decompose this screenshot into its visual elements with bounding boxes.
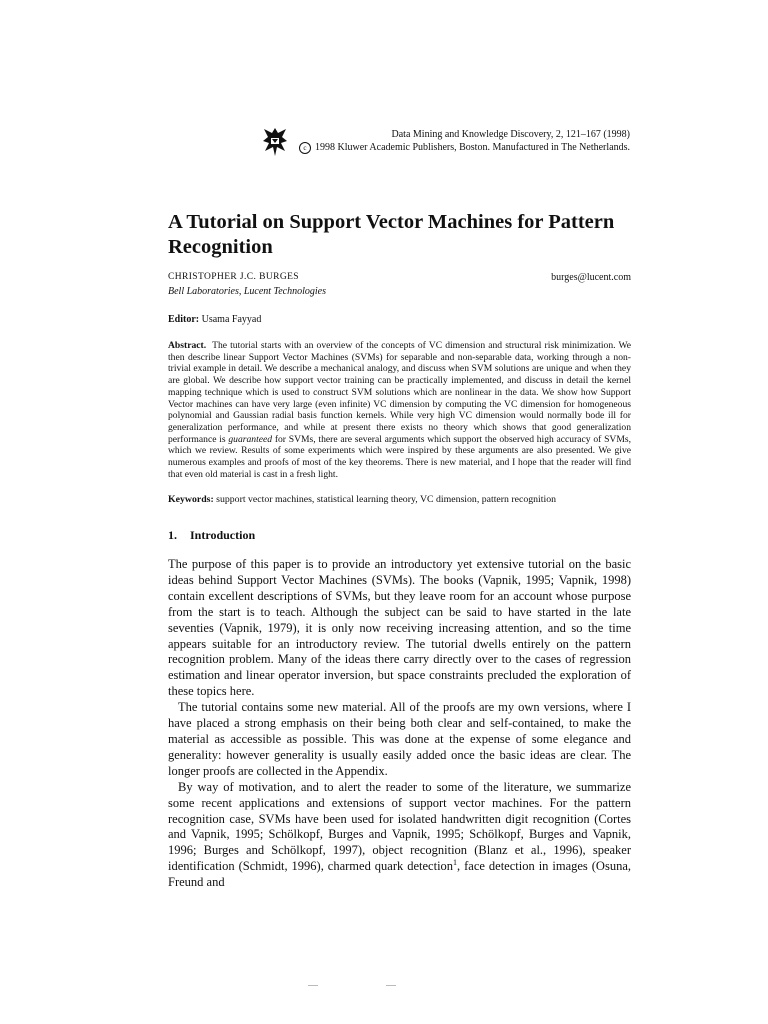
abstract-emphasis: guaranteed [228, 433, 273, 445]
scan-mark [386, 985, 396, 986]
paragraph-3-tail: , face detection in images (Osuna, Freund and [168, 859, 631, 890]
section-number: 1. [168, 528, 177, 542]
author-email: burges@lucent.com [551, 272, 631, 283]
author-name: CHRISTOPHER J.C. BURGES [168, 272, 299, 282]
journal-line: Data Mining and Knowledge Discovery, 2, 121–167 (1998) [391, 129, 630, 140]
copyright-icon: c [299, 142, 311, 154]
kluwer-logo-icon [262, 127, 288, 157]
abstract-label: Abstract. [168, 340, 207, 351]
paragraph-2: The tutorial contains some new material. All of the proofs are my own versions, where I have placed a strong emphasis on their being both clear and self-contained, to make the material as accessible as possible. This was done at the expense of some elegance and generality: however generality is usually easily added once the basic ideas are clear. The longer proofs are collected in the Appendix. [168, 700, 631, 778]
paragraph-3 [168, 780, 631, 891]
section-heading [168, 528, 255, 543]
journal-header [299, 129, 630, 154]
abstract [168, 340, 631, 480]
paper-title: A Tutorial on Support Vector Machines for Pattern Recognition [168, 211, 615, 258]
author-affiliation: Bell Laboratories, Lucent Technologies [168, 286, 326, 297]
editor-name: Usama Fayyad [201, 314, 262, 325]
paragraph-1: The purpose of this paper is to provide an introductory yet extensive tutorial on the basic ideas behind Support Vector Machines (SVMs). The books (Vapnik, 1995; Vapnik, 1998) contain excellent descriptions of SVMs, but they leave room for an account whose purpose from the start is to teach. Although the subject can be said to have started in the late seventies (Vapnik, 1979), it is only now receiving increasing attention, and so the time appears suitable for an introductory review. The tutorial dwells entirely on the pattern recognition problem. Many of the ideas there carry directly over to the cases of regression estimation and linear operator inversion, but space constraints precluded the exploration of these topics here. [168, 557, 631, 699]
keywords-text: support vector machines, statistical learning theory, VC dimension, pattern recognition [216, 494, 556, 505]
body-text [168, 557, 631, 891]
keywords-label: Keywords: [168, 494, 214, 505]
copyright-line [299, 142, 630, 155]
keywords-line [168, 494, 631, 505]
paragraph-3-text: By way of motivation, and to alert the reader to some of the literature, we summarize some recent applications and extensions of support vector machines. For the pattern recognition case, SVMs have been used for isolated handwritten digit recognition (Cortes and Vapnik, 1995; Schölkopf, Burges and Vapnik, 1995; Schölkopf, Burges and Vapnik, 1996; Burges and Schölkopf, 1997), object recognition (Blanz et al., 1996), speaker identification (Schmidt, 1996), charmed quark detection [168, 779, 631, 874]
footer-marks [0, 985, 768, 989]
section-title: Introduction [190, 528, 256, 542]
author-row [168, 272, 631, 286]
editor-label: Editor: [168, 314, 200, 325]
abstract-text-1: The tutorial starts with an overview of the concepts of VC dimension and structural risk minimization. We then describe linear Support Vector Machines (SVMs) for separable and non-separable data, working through a non-trivial example in detail. We describe a mechanical analogy, and discuss when SVM solutions are unique and when they are global. We describe how support vector training can be practically implemented, and discuss in detail the kernel mapping technique which is used to construct SVM solutions which are nonlinear in the data. We show how Support Vector machines can have very large (even infinite) VC dimension by computing the VC dimension for homogeneous polynomial and Gaussian radial basis function kernels. While very high VC dimension would normally bode ill for generalization performance, and while at present there exists no theory which shows that good generalization performance is [168, 340, 632, 445]
abstract-text-2: for SVMs, there are several arguments which support the observed high accuracy of SVMs, which we review. Results of some experiments which were inspired by these arguments are also presented. We give numerous examples and proofs of most of the key theorems. There is new material, and I hope that the reader will find that even old material is cast in a fresh light. [168, 433, 631, 480]
copyright-text: 1998 Kluwer Academic Publishers, Boston. Manufactured in The Netherlands. [314, 141, 630, 153]
scan-mark [308, 985, 318, 986]
footnote-marker: 1 [453, 858, 458, 868]
editor-line [168, 314, 261, 325]
